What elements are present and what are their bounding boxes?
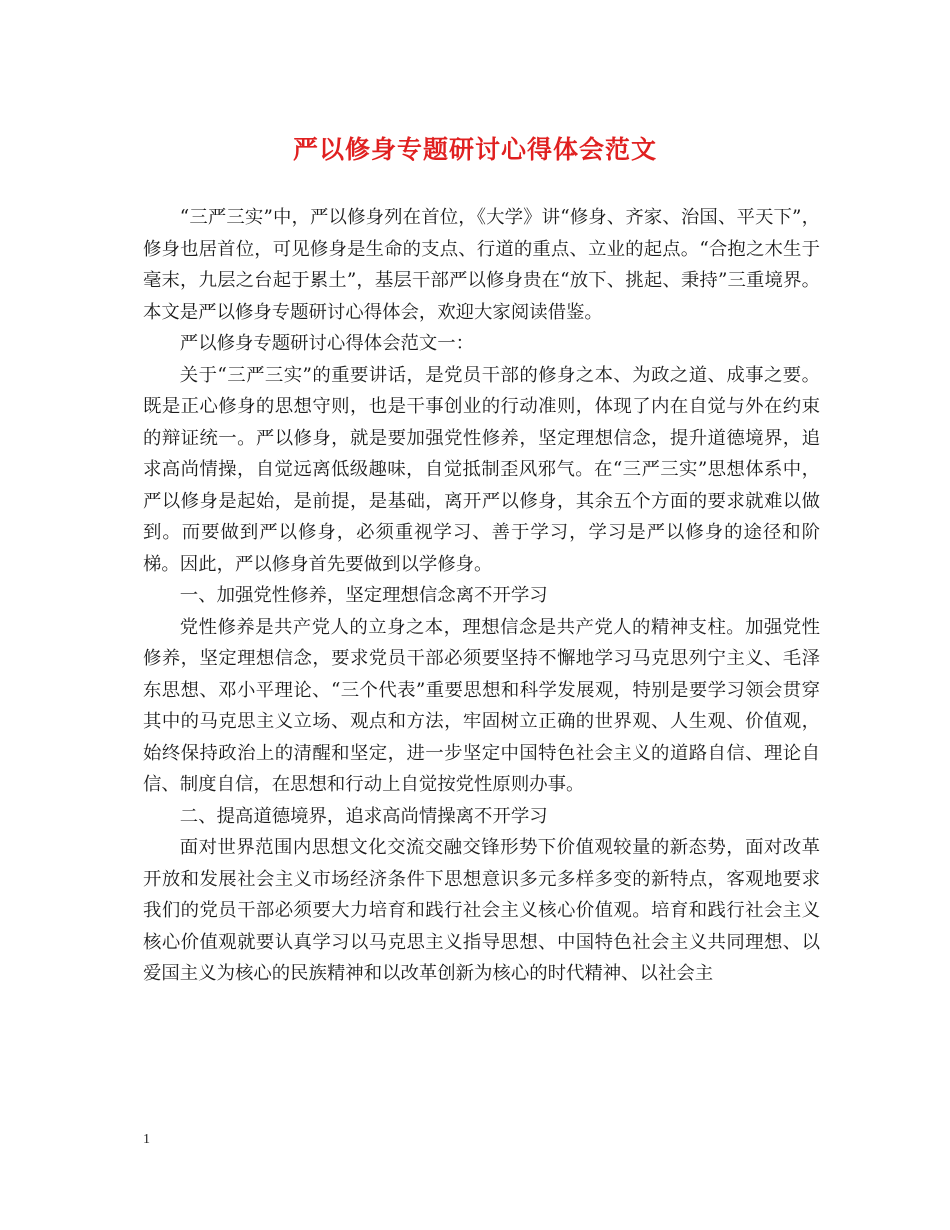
paragraph-body-3: 面对世界范围内思想文化交流交融交锋形势下价值观较量的新态势，面对改革开放和发展社会主义市场经济条件下思想意识多元多样多变的新特点，客观地要求我们的党员干部必须要大力培育和践行社会主义核心价值观。培育和践行社会主义核心价值观就要认真学习以马克思主义指导思想、中国特色社会主义共同理想、以爱国主义为核心的民族精神和以改革创新为核心的时代精神、以社会主 bbox=[143, 837, 820, 984]
page-number: 1 bbox=[143, 1132, 150, 1147]
section-heading-2: 二、提高道德境界，追求高尚情操离不开学习 bbox=[179, 805, 548, 827]
paragraph-body-1: 关于“三严三实”的重要讲话，是党员干部的修身之本、为政之道、成事之要。既是正心修身的思想守则，也是干事创业的行动准则，体现了内在自觉与外在约束的辩证统一。严以修身，就是要加强党性修养，坚定理想信念，提升道德境界，追求高尚情操，自觉远离低级趣味，自觉抵制歪风邪气。在“三严三实”思想体系中，严以修身是起始，是前提，是基础，离开严以修身，其余五个方面的要求就难以做到。而要做到严以修身，必须重视学习、善于学习，学习是严以修身的途径和阶梯。因此，严以修身首先要做到以学修身。 bbox=[143, 364, 820, 575]
document-title: 严以修身专题研讨心得体会范文 bbox=[292, 135, 657, 164]
section-heading-1: 一、加强党性修养，坚定理想信念离不开学习 bbox=[179, 585, 548, 606]
document-body bbox=[143, 202, 820, 990]
paragraph-intro: “三严三实”中，严以修身列在首位，《大学》讲“修身、齐家、治国、平天下”，修身也居首位，可见修身是生命的支点、行道的重点、立业的起点。“合抱之木生于毫末，九层之台起于累土”，基层干部严以修身贵在“放下、挑起、秉持”三重境界。本文是严以修身专题研讨心得体会，欢迎大家阅读借鉴。 bbox=[143, 207, 820, 323]
paragraph-body-2: 党性修养是共产党人的立身之本，理想信念是共产党人的精神支柱。加强党性修养，坚定理想信念，要求党员干部必须要坚持不懈地学习马克思列宁主义、毛泽东思想、邓小平理论、“三个代表”重要思想和科学发展观，特别是要学习领会贯穿其中的马克思主义立场、观点和方法，牢固树立正确的世界观、人生观、价值观，始终保持政治上的清醒和坚定，进一步坚定中国特色社会主义的道路自信、理论自信、制度自信，在思想和行动上自觉按党性原则办事。 bbox=[143, 616, 820, 795]
paragraph-subtitle: 严以修身专题研讨心得体会范文一： bbox=[179, 333, 475, 354]
